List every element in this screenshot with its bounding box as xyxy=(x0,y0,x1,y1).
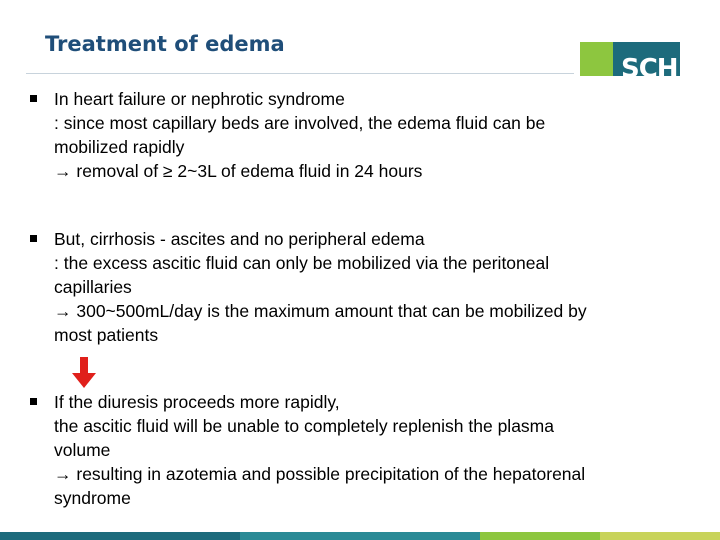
logo-green-block xyxy=(580,42,613,76)
bullet-line: But, cirrhosis - ascites and no peripheral edema xyxy=(54,229,425,249)
logo-text: SCH xyxy=(621,54,678,84)
bullet-diuresis xyxy=(30,390,690,510)
bullet-line: most patients xyxy=(54,325,159,345)
sch-logo xyxy=(580,42,680,84)
page-title: Treatment of edema xyxy=(45,32,285,56)
square-bullet-icon xyxy=(30,95,37,102)
square-bullet-icon xyxy=(30,235,37,242)
footer-segment xyxy=(600,532,720,540)
bullet-line: capillaries xyxy=(54,277,132,297)
bullet-line: volume xyxy=(54,440,111,460)
bullet-line: : the excess ascitic fluid can only be mobilized via the peritoneal xyxy=(54,253,550,273)
bullet-line: → 300~500mL/day is the maximum amount that can be mobilized by xyxy=(54,301,587,321)
bullet-cirrhosis xyxy=(30,227,690,347)
bullet-line: mobilized rapidly xyxy=(54,137,185,157)
square-bullet-icon xyxy=(30,398,37,405)
bullet-line: → resulting in azotemia and possible precipitation of the hepatorenal xyxy=(54,464,586,484)
footer-segment xyxy=(0,532,240,540)
red-down-arrow-icon xyxy=(71,357,97,389)
bullet-line: the ascitic fluid will be unable to completely replenish the plasma xyxy=(54,416,554,436)
footer-segment xyxy=(240,532,480,540)
bullet-line: syndrome xyxy=(54,488,131,508)
bullet-line: If the diuresis proceeds more rapidly, xyxy=(54,392,340,412)
bullet-line: : since most capillary beds are involved, the edema fluid can be xyxy=(54,113,546,133)
title-divider xyxy=(26,73,574,74)
footer-bar xyxy=(0,532,720,540)
footer-segment xyxy=(480,532,600,540)
bullet-line: In heart failure or nephrotic syndrome xyxy=(54,89,345,109)
bullet-heart-failure xyxy=(30,87,690,183)
bullet-line: → removal of ≥ 2~3L of edema fluid in 24 hours xyxy=(54,161,423,181)
